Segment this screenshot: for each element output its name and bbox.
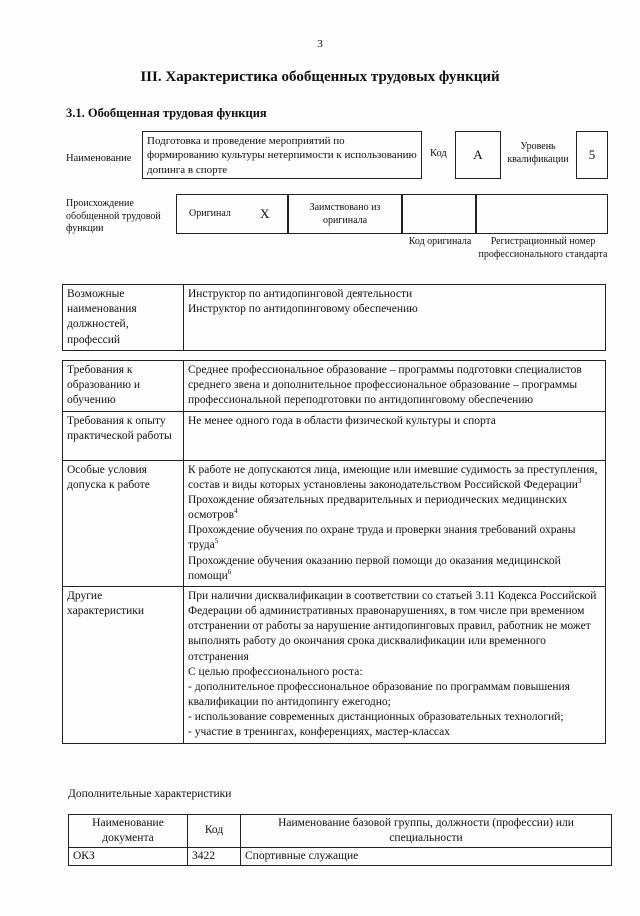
name-label: Наименование	[66, 153, 132, 164]
code-label: Код	[430, 148, 447, 159]
position-item: Инструктор по антидопинговому обеспечению	[188, 303, 418, 316]
reg-number-caption: Регистрационный номер профессионального стандарта	[478, 236, 608, 260]
positions-label: Возможные наименования должностей, профессий	[63, 285, 184, 351]
code-original-caption: Код оригинала	[408, 236, 472, 247]
special-condition-2: Прохождение обязательных предварительных и периодических медицинских осмотров	[188, 493, 568, 522]
row-name: Спортивные служащие	[241, 847, 612, 865]
other-item: - дополнительное профессиональное образование по программам повышения квалификации по антидопингу ежегодно;	[188, 680, 570, 709]
row-code: 3422	[188, 847, 241, 865]
additional-table	[68, 814, 612, 866]
footnote-ref: 4	[234, 507, 238, 516]
experience-value: Не менее одного года в области физической культуры и спорта	[184, 411, 606, 460]
original-label: Оригинал	[189, 208, 231, 219]
other-item: При наличии дисквалификации в соответствии со статьей 3.11 Кодекса Российской Федерации об административных правонарушениях, в том числе при временном отстранении от работы за нарушение антидопинговых правил, работник не может выполнять работу до окончания срока дисквалификации или временного отстранения	[188, 589, 597, 663]
other-characteristics-value	[184, 586, 606, 743]
borrowed-cell	[288, 194, 402, 234]
special-condition-3: Прохождение обучения по охране труда и проверки знания требований охраны труда	[188, 524, 576, 552]
code-box	[455, 131, 501, 179]
special-conditions-label: Особые условия допуска к работе	[63, 460, 184, 586]
function-name-box	[142, 131, 422, 179]
original-cell	[176, 194, 288, 234]
level-value: 5	[588, 147, 596, 162]
code-value: А	[473, 147, 483, 162]
borrowed-label: Заимствовано из оригинала	[309, 202, 381, 226]
origin-label: Происхождение обобщенной трудовой функции	[66, 198, 161, 234]
footnote-ref: 6	[227, 567, 232, 576]
other-item: - участие в тренингах, конференциях, мастер-классах	[188, 726, 451, 739]
section-title: III. Характеристика обобщенных трудовых функций	[140, 69, 500, 85]
footnote-ref: 5	[214, 537, 219, 546]
footnote-ref: 3	[577, 476, 582, 485]
special-condition-4: Прохождение обучения оказанию первой помощи до оказания медицинской помощи	[188, 554, 561, 582]
position-item: Инструктор по антидопинговой деятельности	[188, 288, 413, 300]
original-mark: Х	[260, 206, 270, 221]
positions-values	[184, 285, 606, 351]
reg-number-cell	[476, 194, 608, 234]
special-conditions-value	[184, 460, 606, 586]
col-doc-header: Наименование документа	[69, 815, 188, 848]
requirements-table	[62, 360, 606, 744]
special-condition-1: К работе не допускаются лица, имеющие или имевшие судимость за преступления, состав и виды которых установлены законодательством Российской Федерации	[188, 463, 598, 491]
col-name-header: Наименование базовой группы, должности (профессии) или специальности	[241, 815, 612, 848]
page-number: 3	[317, 38, 323, 50]
positions-table	[62, 284, 606, 351]
other-item: С целью профессионального роста:	[188, 665, 363, 678]
col-code-header: Код	[188, 815, 241, 848]
additional-title: Дополнительные характеристики	[68, 788, 232, 800]
experience-label: Требования к опыту практической работы	[63, 411, 184, 460]
row-doc: ОКЗ	[69, 847, 188, 865]
other-characteristics-label: Другие характеристики	[63, 586, 184, 743]
level-box	[576, 131, 608, 179]
function-name-value: Подготовка и проведение мероприятий по формированию культуры нетерпимости к использованию допинга в спорте	[147, 135, 417, 176]
level-label: Уровень квалификации	[507, 141, 569, 165]
education-value: Среднее профессиональное образование – программы подготовки специалистов среднего звена и дополнительное профессиональное образование – программы профессиональной переподготовки по антидопинговому обеспечению	[184, 361, 606, 412]
code-original-cell	[402, 194, 476, 234]
education-label: Требования к образованию и обучению	[63, 361, 184, 412]
other-item: - использование современных дистанционных образовательных технологий;	[188, 711, 564, 724]
subsection-title: 3.1. Обобщенная трудовая функция	[66, 106, 267, 120]
